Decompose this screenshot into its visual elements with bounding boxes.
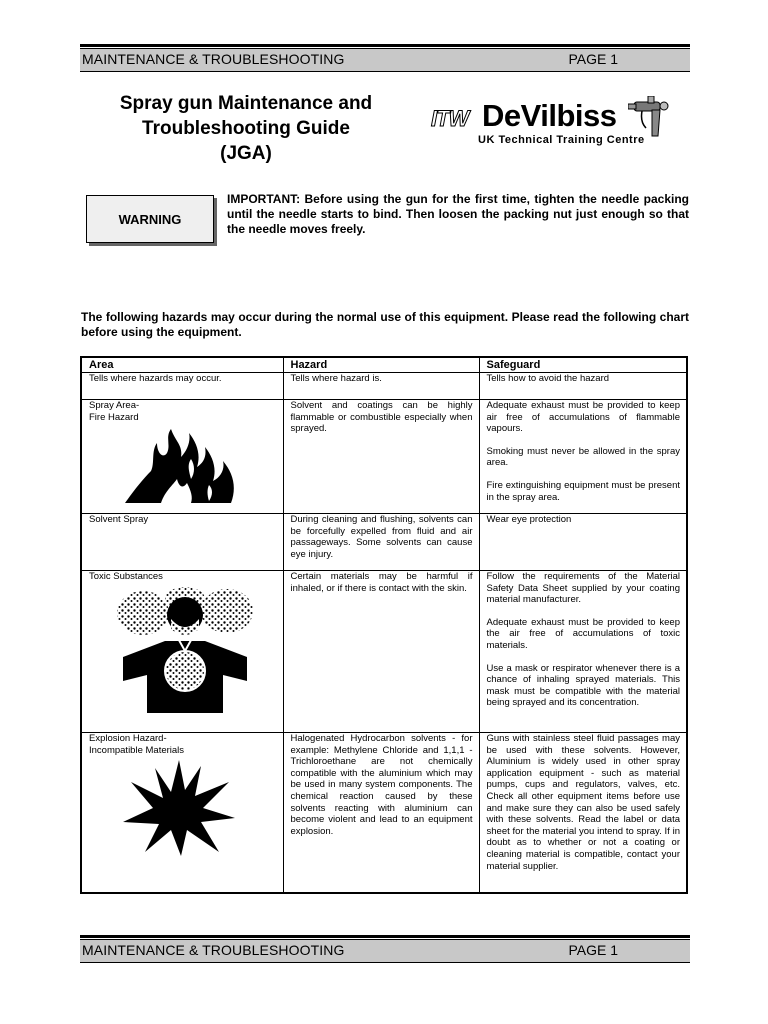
table-row bbox=[81, 733, 687, 893]
logo-subtitle: UK Technical Training Centre bbox=[478, 134, 645, 146]
explosion-icon bbox=[123, 760, 235, 856]
footer-section-title: MAINTENANCE & TROUBLESHOOTING bbox=[82, 942, 345, 958]
area-cell: Tells where hazards may occur. bbox=[81, 373, 283, 400]
column-header-hazard: Hazard bbox=[283, 357, 479, 373]
hazard-cell: During cleaning and flushing, solvents can be forcefully expelled from fluid and air passageways. Some solvents can cause eye injury. bbox=[283, 514, 479, 571]
safeguard-cell: Guns with stainless steel fluid passages may be used with these solvents. However, Aluminium is widely used in other spray application equipment - such as material pumps, cups and regulators, valves, etc. Check all other equipment items before use and make sure they can also be used safely with these solvents. Read the label or data sheet for the material you intend to spray. If in doubt as to whether or not a coating or cleaning material is compatible, contact your material supplier. bbox=[479, 733, 687, 893]
logo-prefix: ITW bbox=[431, 106, 469, 131]
safeguard-cell: Follow the requirements of the Material Safety Data Sheet supplied by your coating material manufacturer. Adequate exhaust must be provided to keep the air free of accumulations of toxic materials. Use a mask or respirator whenever there is a chance of inhaling sprayed materials. This mask must be compatible with the material being sprayed and its concentration. bbox=[479, 571, 687, 733]
table-row bbox=[81, 571, 687, 733]
table-row bbox=[81, 400, 687, 514]
hazard-cell: Halogenated Hydrocarbon solvents - for example: Methylene Chloride and 1,1,1 - Trichloroethane are not chemically compatible with the aluminium which may be used in many system components. The chemical reaction caused by these solvents reacting with aluminium can become violent and lead to an equipment explosion. bbox=[283, 733, 479, 893]
toxic-inhalation-icon bbox=[115, 585, 255, 713]
footer-page-number: PAGE 1 bbox=[568, 942, 618, 958]
header-page-number: PAGE 1 bbox=[568, 51, 618, 67]
warning-text: IMPORTANT: Before using the gun for the first time, tighten the needle packing until the needle starts to bind. Then loosen the packing nut just enough so that the needle moves freely. bbox=[227, 192, 689, 236]
safeguard-cell: Tells how to avoid the hazard bbox=[479, 373, 687, 400]
page-header bbox=[80, 44, 690, 72]
logo-brand: DeVilbiss bbox=[482, 98, 617, 133]
column-header-safeguard: Safeguard bbox=[479, 357, 687, 373]
area-cell: Spray Area- Fire Hazard bbox=[81, 400, 283, 514]
header-section-title: MAINTENANCE & TROUBLESHOOTING bbox=[82, 51, 345, 67]
area-cell: Explosion Hazard- Incompatible Materials bbox=[81, 733, 283, 893]
table-row bbox=[81, 373, 687, 400]
intro-paragraph: The following hazards may occur during the normal use of this equipment. Please read the following chart before using the equipment. bbox=[81, 310, 689, 339]
table-header-row bbox=[81, 357, 687, 373]
fire-icon bbox=[121, 429, 246, 505]
table-row bbox=[81, 514, 687, 571]
document-title: Spray gun Maintenance and Troubleshooting Guide (JGA) bbox=[119, 93, 373, 164]
page-footer bbox=[80, 935, 690, 963]
area-cell: Toxic Substances bbox=[81, 571, 283, 733]
hazard-cell: Solvent and coatings can be highly flammable or combustible especially when sprayed. bbox=[283, 400, 479, 514]
spray-gun-icon bbox=[628, 96, 672, 138]
hazard-cell: Tells where hazard is. bbox=[283, 373, 479, 400]
devilbiss-logo bbox=[430, 98, 670, 148]
hazard-table bbox=[80, 356, 688, 894]
area-cell: Solvent Spray bbox=[81, 514, 283, 571]
column-header-area: Area bbox=[81, 357, 283, 373]
hazard-cell: Certain materials may be harmful if inhaled, or if there is contact with the skin. bbox=[283, 571, 479, 733]
warning-label-box: WARNING bbox=[86, 195, 214, 243]
safeguard-cell: Adequate exhaust must be provided to keep air free of accumulations of flammable vapours. Smoking must never be allowed in the spray area. Fire extinguishing equipment must be present in the spray area. bbox=[479, 400, 687, 514]
safeguard-cell: Wear eye protection bbox=[479, 514, 687, 571]
